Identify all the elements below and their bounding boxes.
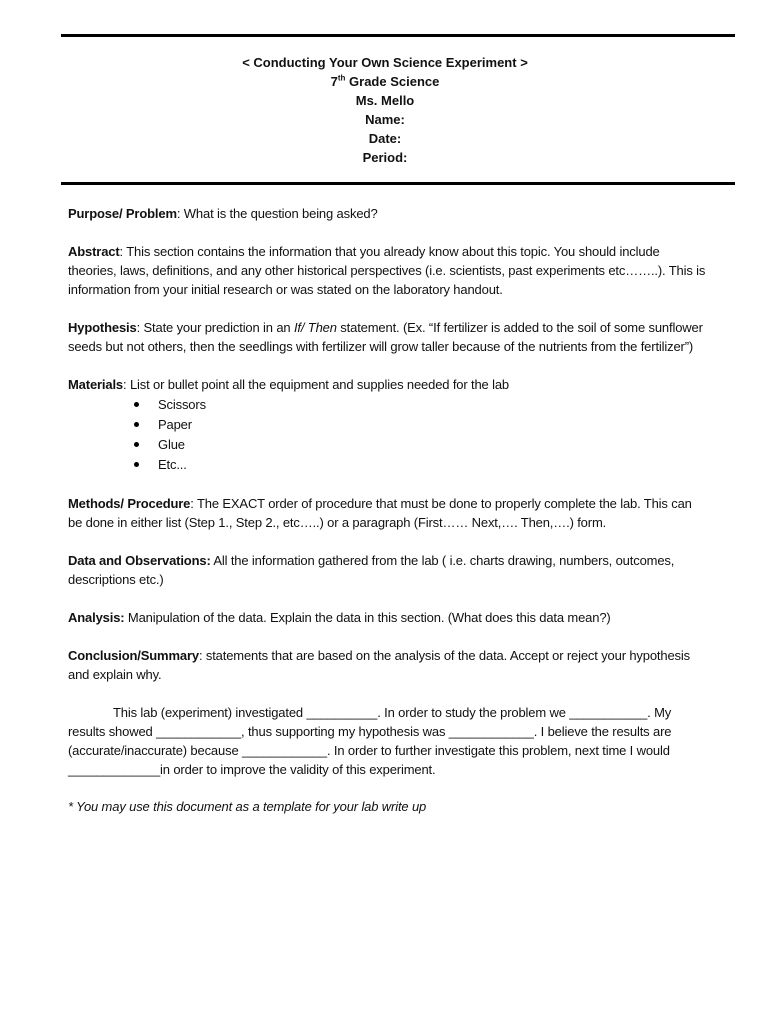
grade-text: Grade Science — [345, 74, 440, 89]
analysis-section — [68, 608, 708, 627]
hypothesis-section — [68, 318, 708, 356]
document-body — [68, 204, 708, 829]
document-header — [61, 53, 709, 167]
abstract-text: : This section contains the information that you already know about this topic. You should include theories, laws, definitions, and any other historical perspectives (i.e. scientists, past experiments etc……..). This is information from your initial research or was stated on the laboratory handout. — [68, 244, 706, 297]
data-section — [68, 551, 708, 589]
list-item: Paper — [134, 415, 708, 435]
document-title: < Conducting Your Own Science Experiment > — [242, 55, 528, 70]
name-label: Name: — [365, 112, 405, 127]
list-item: Scissors — [134, 395, 708, 415]
methods-text: : The EXACT order of procedure that must be done to properly complete the lab. This can be done in either list (Step 1., Step 2., etc…..) or a paragraph (First…… Next,…. Then,….) form. — [68, 496, 692, 530]
analysis-label: Analysis: — [68, 610, 125, 625]
conclusion-text: : statements that are based on the analysis of the data. Accept or reject your hypothesis and explain why. — [68, 648, 690, 682]
hypothesis-italic: If/ Then — [293, 320, 337, 335]
date-label: Date: — [368, 131, 402, 146]
conclusion-label: Conclusion/Summary — [68, 648, 199, 663]
methods-label: Methods/ Procedure — [68, 496, 191, 511]
list-item: Etc... — [134, 455, 708, 475]
grade-number: 7 — [330, 74, 338, 89]
grade-line — [61, 72, 709, 91]
teacher-name: Ms. Mello — [355, 93, 415, 108]
data-label: Data and Observations: — [68, 553, 211, 568]
purpose-label: Purpose/ Problem — [68, 206, 177, 221]
abstract-section — [68, 242, 708, 299]
data-text: All the information gathered from the lab ( i.e. charts drawing, numbers, outcomes, descriptions etc.) — [68, 553, 675, 587]
methods-section — [68, 494, 708, 532]
materials-text: : List or bullet point all the equipment and supplies needed for the lab — [123, 377, 509, 392]
materials-label: Materials — [68, 377, 124, 392]
template-footnote: * You may use this document as a template for your lab write up — [68, 799, 427, 814]
conclusion-section — [68, 646, 708, 684]
list-item: Glue — [134, 435, 708, 455]
analysis-text: Manipulation of the data. Explain the data in this section. (What does this data mean?) — [124, 610, 611, 625]
header-bottom-rule — [61, 182, 735, 185]
abstract-label: Abstract — [68, 244, 120, 259]
period-label: Period: — [362, 150, 408, 165]
summary-template-paragraph: This lab (experiment) investigated __________. In order to study the problem we ___________. My results showed ____________, thus supporting my hypothesis was ____________. I believe the results are (accurate/inaccurate) because ____________. In order to further investigate this problem, next time I would _____________in order to improve the validity of this experiment. — [68, 705, 672, 777]
materials-list — [68, 395, 708, 475]
materials-section — [68, 375, 708, 394]
purpose-text: : What is the question being asked? — [176, 206, 378, 221]
hypothesis-text-before: : State your prediction in an — [136, 320, 294, 335]
grade-suffix: th — [337, 73, 346, 83]
top-rule — [61, 34, 735, 37]
hypothesis-label: Hypothesis — [68, 320, 137, 335]
purpose-section — [68, 204, 708, 223]
hypothesis-text-after: statement. (Ex. “If fertilizer is added to the soil of some sunflower seeds but not others, then the seedlings with fertilizer will grow taller because of the nutrients from the fertilizer”) — [68, 320, 703, 354]
